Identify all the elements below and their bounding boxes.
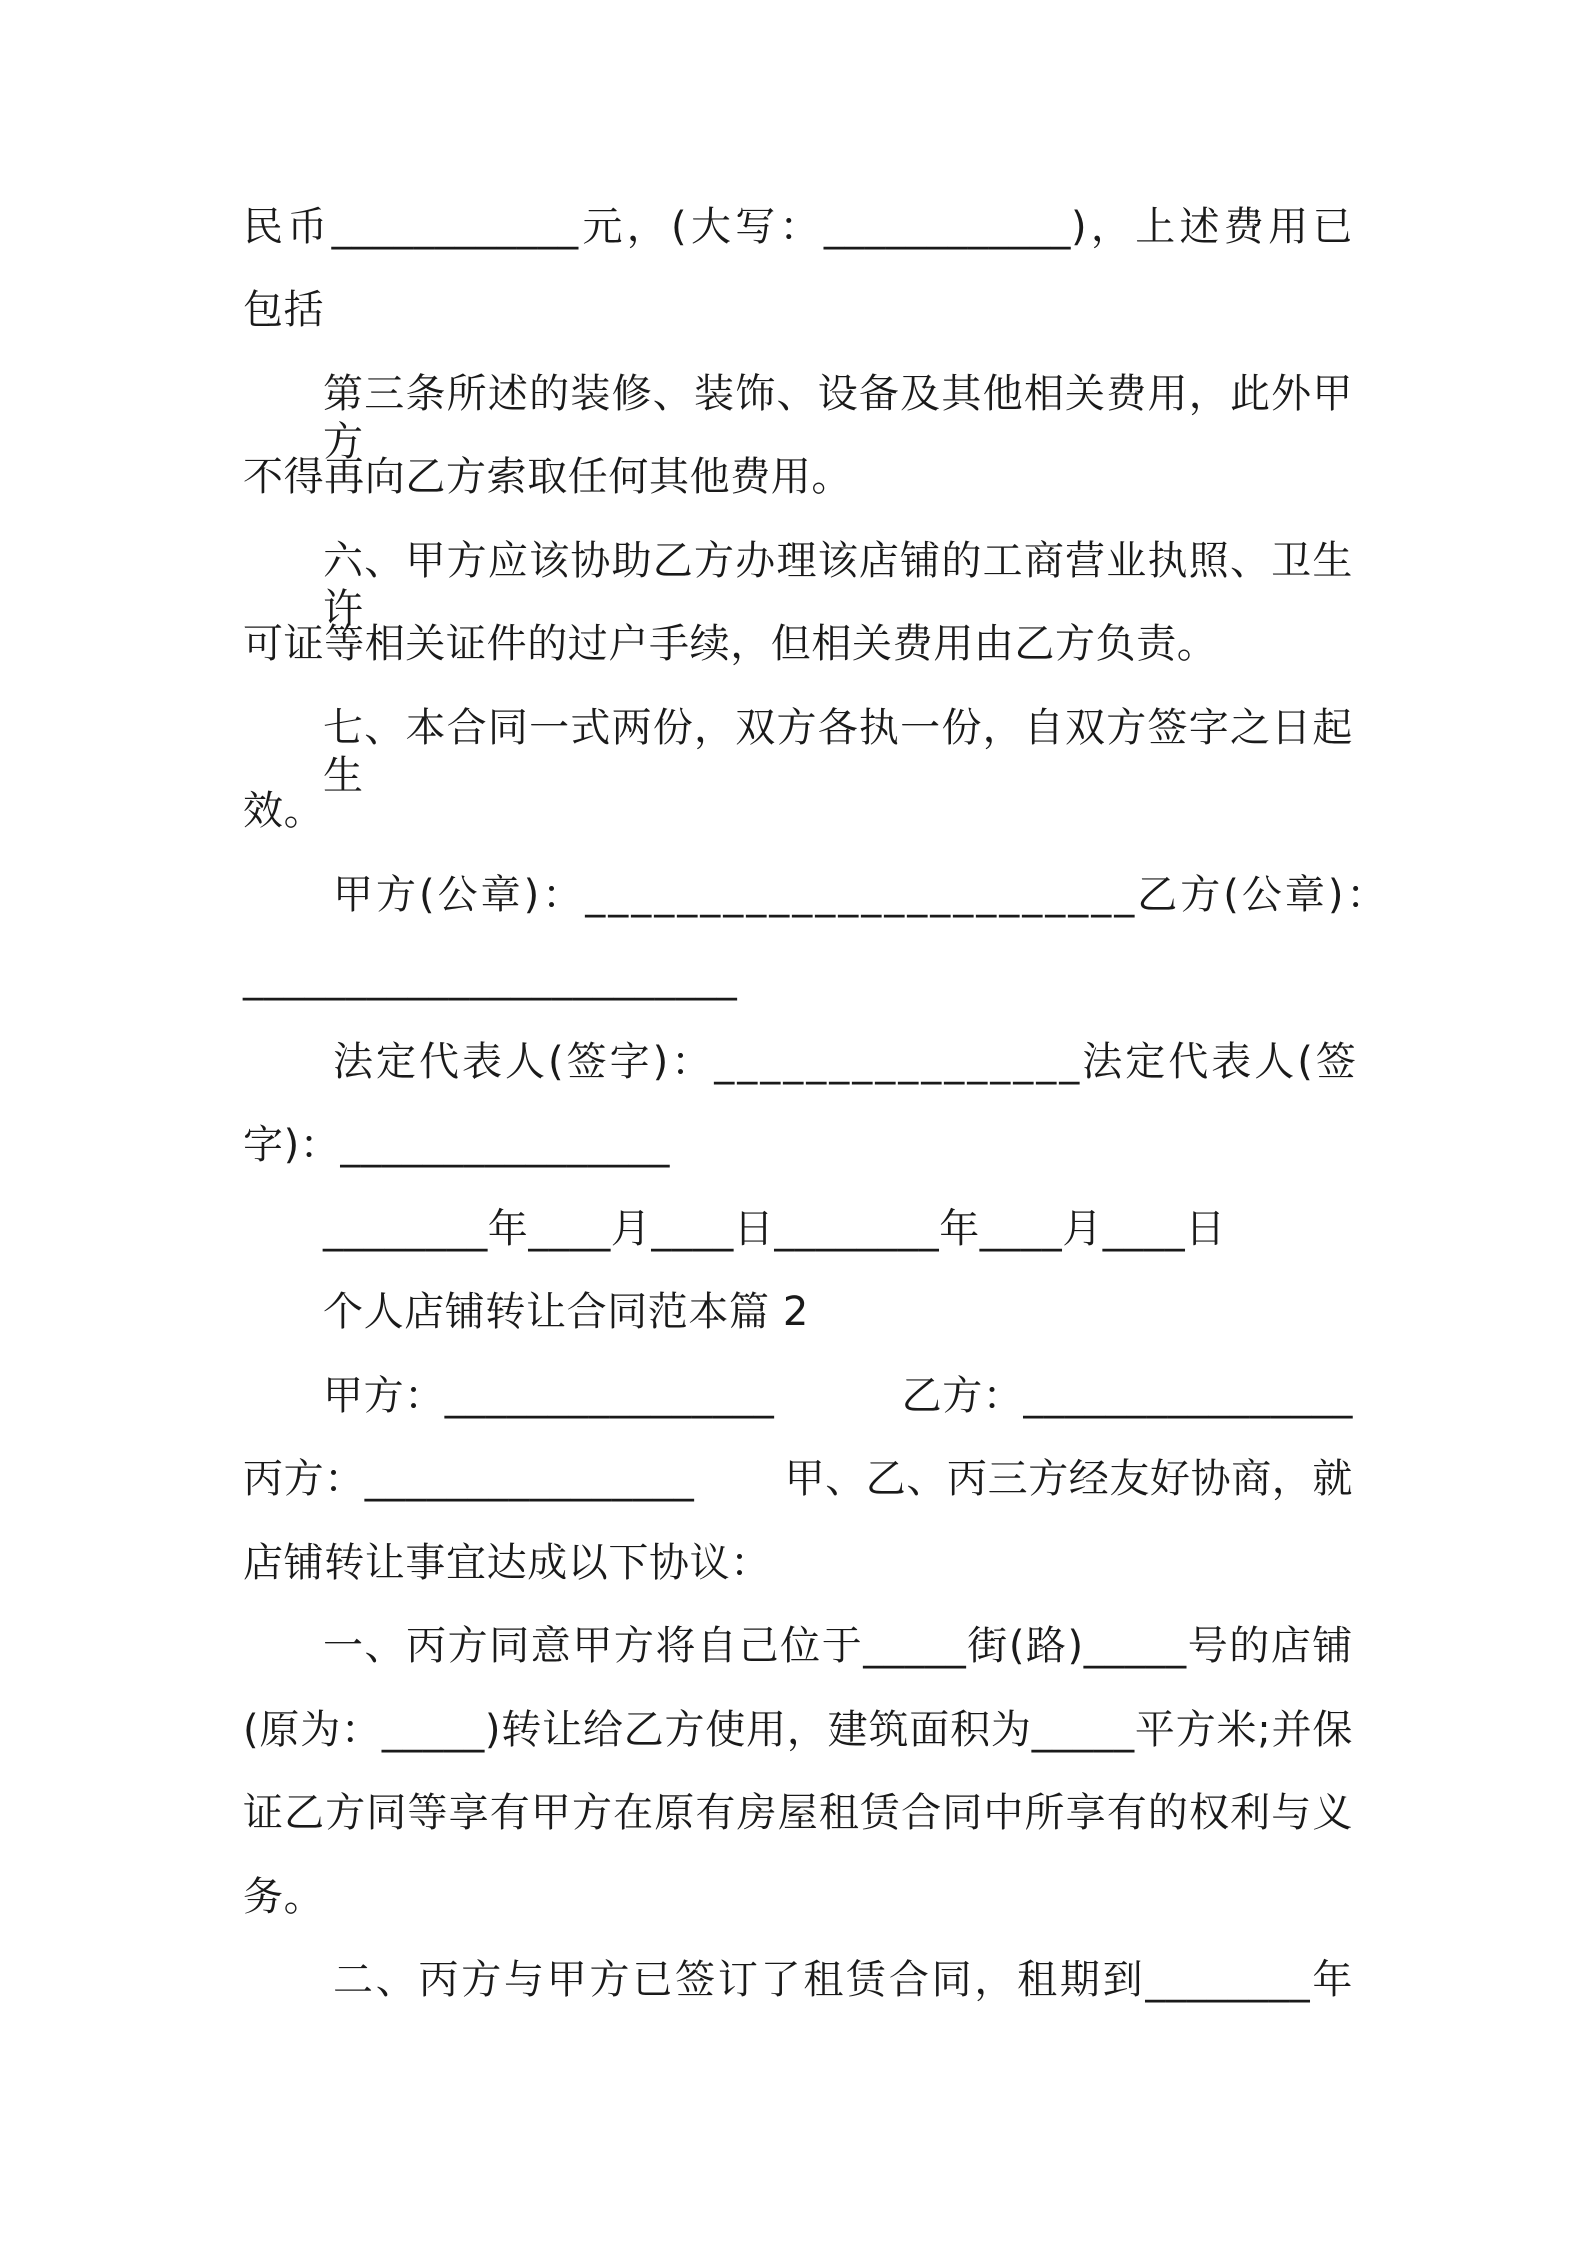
text-line-5: 六、甲方应该协助乙方办理该店铺的工商营业执照、卫生许 (323, 538, 1353, 632)
party-a-field: 甲方：________________ (323, 1373, 775, 1419)
text-line-3: 第三条所述的装修、装饰、设备及其他相关费用，此外甲方 (323, 371, 1353, 465)
party-b-seal-label: 乙方(公章)： (1137, 872, 1390, 918)
clause-1-line-4: 务。 (243, 1874, 325, 1920)
text-line-7: 七、本合同一式两份，双方各执一份，自双方签字之日起生 (323, 705, 1353, 799)
agreement-intro: 甲、乙、丙三方经友好协商，就 (784, 1456, 1353, 1502)
text-line-8: 效。 (243, 788, 325, 834)
text-line-6: 可证等相关证件的过户手续，但相关费用由乙方负责。 (243, 621, 1218, 667)
text-line-4: 不得再向乙方索取任何其他费用。 (243, 454, 852, 500)
party-c-field: 丙方：________________ (243, 1456, 695, 1502)
party-a-seal-field: 甲方(公章)：________________________ (333, 872, 1138, 918)
text-line-1: 民币____________元，(大写：____________)，上述费用已 (243, 204, 1353, 250)
text-line-2: 包括 (243, 287, 325, 333)
section-heading: 个人店铺转让合同范本篇 2 (323, 1289, 809, 1335)
clause-1-line-3: 证乙方同等享有甲方在原有房屋租赁合同中所享有的权利与义 (243, 1790, 1353, 1836)
party-b-legal-rep-blank: 字)：________________ (243, 1122, 671, 1168)
clause-1-line-1: 一、丙方同意甲方将自己位于_____街(路)_____号的店铺 (323, 1623, 1353, 1669)
party-a-seal-line (333, 871, 1390, 919)
legal-rep-line (333, 1038, 1359, 1086)
text-line-agreement: 店铺转让事宜达成以下协议： (243, 1540, 771, 1586)
party-a-legal-rep-field: 法定代表人(签字)：________________ (333, 1039, 1083, 1085)
party-b-field: 乙方：________________ (901, 1373, 1353, 1419)
clause-2-line-1: 二、丙方与甲方已签订了租赁合同，租期到________年 (333, 1957, 1353, 2003)
party-b-seal-blank: ________________________ (243, 955, 738, 1001)
parties-line-2 (243, 1455, 1353, 1503)
parties-line-1 (323, 1372, 1353, 1420)
party-b-legal-rep-label: 法定代表人(签 (1082, 1039, 1359, 1085)
date-line: ________年____月____日________年____月____日 (323, 1206, 1226, 1252)
clause-1-line-2: (原为：_____)转让给乙方使用，建筑面积为_____平方米;并保 (243, 1707, 1353, 1753)
